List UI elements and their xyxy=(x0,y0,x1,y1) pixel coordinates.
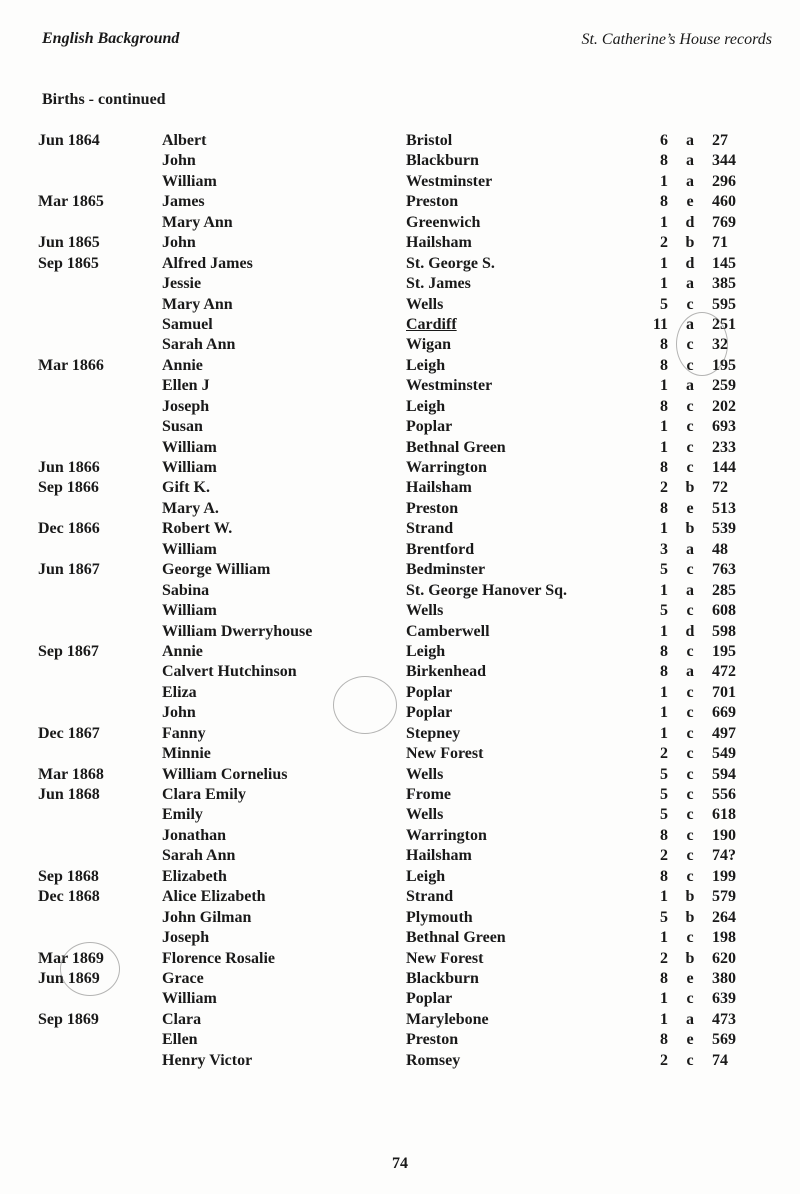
table-row xyxy=(0,887,800,907)
volume-letter: c xyxy=(686,356,694,374)
table-row xyxy=(0,765,800,785)
forename: Susan xyxy=(162,418,203,436)
forename: Elizabeth xyxy=(162,867,227,885)
volume-number: 8 xyxy=(660,826,668,844)
register-page: 251 xyxy=(712,315,736,333)
volume-letter: a xyxy=(686,1010,694,1028)
volume-letter: c xyxy=(686,295,694,313)
table-row xyxy=(0,1030,800,1050)
table-row xyxy=(0,683,800,703)
volume-letter: c xyxy=(686,459,694,476)
registration-district: Greenwich xyxy=(406,213,481,231)
volume-number: 1 xyxy=(660,704,668,722)
registration-district: Strand xyxy=(406,520,454,538)
forename: John xyxy=(162,152,196,170)
section-title: Births - continued xyxy=(42,91,166,108)
forename: Sarah Ann xyxy=(162,847,236,865)
register-page: 472 xyxy=(712,663,736,681)
volume-number: 1 xyxy=(660,929,668,947)
forename: Albert xyxy=(162,132,207,149)
volume-letter: c xyxy=(686,786,694,803)
volume-letter: c xyxy=(686,397,694,415)
forename: Jessie xyxy=(162,275,202,293)
table-row xyxy=(0,724,800,744)
table-row xyxy=(0,335,800,355)
registration-district: Wells xyxy=(406,602,444,620)
forename: Mary Ann xyxy=(162,213,233,231)
table-row xyxy=(0,458,800,478)
volume-number: 1 xyxy=(660,377,668,395)
volume-number: 1 xyxy=(660,888,668,906)
register-page: 71 xyxy=(712,234,728,252)
volume-number: 8 xyxy=(660,397,668,415)
register-page: 344 xyxy=(712,152,736,170)
register-page: 259 xyxy=(712,377,736,395)
table-row xyxy=(0,581,800,601)
volume-number: 6 xyxy=(660,132,668,149)
volume-number: 1 xyxy=(660,990,668,1008)
registration-quarter: Mar 1865 xyxy=(38,193,104,211)
registration-district: Camberwell xyxy=(406,622,490,640)
volume-letter: c xyxy=(686,704,694,722)
register-page: 202 xyxy=(712,397,736,415)
volume-letter: c xyxy=(686,990,694,1008)
page-number: 74 xyxy=(392,1155,408,1172)
register-page: 608 xyxy=(712,602,736,620)
volume-letter: c xyxy=(686,826,694,844)
registration-district: Warrington xyxy=(406,459,487,476)
table-row xyxy=(0,867,800,887)
register-page: 190 xyxy=(712,826,736,844)
volume-letter: a xyxy=(686,377,694,395)
registration-quarter: Sep 1869 xyxy=(38,1010,99,1028)
forename: Sarah Ann xyxy=(162,336,236,354)
volume-letter: a xyxy=(686,581,694,599)
registration-quarter: Sep 1867 xyxy=(38,642,99,660)
register-page: 195 xyxy=(712,642,736,660)
volume-letter: a xyxy=(686,540,694,558)
registration-district: Wells xyxy=(406,765,444,783)
volume-number: 1 xyxy=(660,581,668,599)
registration-district: Westminster xyxy=(406,377,493,395)
registration-district: Poplar xyxy=(406,683,453,701)
volume-number: 1 xyxy=(660,172,668,190)
register-page: 549 xyxy=(712,745,736,763)
register-page: 513 xyxy=(712,499,736,517)
volume-number: 1 xyxy=(660,622,668,640)
register-page: 473 xyxy=(712,1010,736,1028)
volume-number: 8 xyxy=(660,663,668,681)
registration-quarter: Mar 1866 xyxy=(38,356,104,374)
table-row xyxy=(0,908,800,928)
volume-number: 1 xyxy=(660,418,668,436)
register-page: 594 xyxy=(712,765,736,783)
volume-number: 5 xyxy=(660,786,668,803)
register-page: 769 xyxy=(712,213,736,231)
forename: Calvert Hutchinson xyxy=(162,663,297,681)
table-row xyxy=(0,744,800,764)
registration-district: Wells xyxy=(406,295,444,313)
register-page: 32 xyxy=(712,336,728,354)
forename: William xyxy=(162,602,217,620)
table-row xyxy=(0,213,800,233)
volume-number: 5 xyxy=(660,806,668,824)
table-row xyxy=(0,192,800,212)
register-page: 669 xyxy=(712,704,736,722)
volume-letter: c xyxy=(686,724,694,742)
registration-quarter: Jun 1869 xyxy=(38,969,100,987)
volume-letter: c xyxy=(686,683,694,701)
registration-district: St. George Hanover Sq. xyxy=(406,581,568,599)
table-row xyxy=(0,295,800,315)
forename: Clara xyxy=(162,1010,202,1028)
registration-district: Bethnal Green xyxy=(406,438,506,456)
table-row xyxy=(0,151,800,171)
register-page: 72 xyxy=(712,479,728,497)
volume-letter: e xyxy=(686,193,694,211)
registration-district: Wigan xyxy=(406,336,452,354)
volume-number: 8 xyxy=(660,969,668,987)
registration-district: Marylebone xyxy=(406,1010,489,1028)
registration-district: Frome xyxy=(406,786,452,803)
table-row xyxy=(0,478,800,498)
registration-quarter: Jun 1867 xyxy=(38,561,100,579)
registration-quarter: Jun 1865 xyxy=(38,234,100,252)
register-page: 569 xyxy=(712,1031,736,1049)
volume-number: 5 xyxy=(660,602,668,620)
volume-letter: c xyxy=(686,602,694,620)
registration-quarter: Sep 1865 xyxy=(38,254,99,272)
volume-letter: c xyxy=(686,847,694,865)
register-page: 539 xyxy=(712,520,736,538)
volume-number: 5 xyxy=(660,561,668,579)
register-page: 693 xyxy=(712,418,736,436)
volume-number: 8 xyxy=(660,867,668,885)
forename: Ellen J xyxy=(162,377,210,395)
table-row xyxy=(0,540,800,560)
forename: Henry Victor xyxy=(162,1051,253,1069)
registration-district: Poplar xyxy=(406,704,453,722)
volume-letter: b xyxy=(685,479,695,497)
volume-letter: a xyxy=(686,152,694,170)
registration-district: Hailsham xyxy=(406,234,472,252)
table-row xyxy=(0,949,800,969)
volume-number: 8 xyxy=(660,152,668,170)
registration-district: Hailsham xyxy=(406,479,472,497)
volume-letter: a xyxy=(686,275,694,293)
volume-letter: b xyxy=(685,949,695,967)
volume-letter: c xyxy=(686,765,694,783)
registration-district: Birkenhead xyxy=(406,663,487,681)
volume-letter: c xyxy=(686,438,694,456)
registration-quarter: Dec 1867 xyxy=(38,724,100,742)
forename: Jonathan xyxy=(162,826,227,844)
register-page: 385 xyxy=(712,275,736,293)
forename: Eliza xyxy=(162,683,197,701)
volume-letter: c xyxy=(686,418,694,436)
forename: Mary Ann xyxy=(162,295,233,313)
forename: William xyxy=(162,540,217,558)
registration-district: Poplar xyxy=(406,418,453,436)
forename: Joseph xyxy=(162,929,210,947)
forename: Joseph xyxy=(162,397,210,415)
volume-letter: d xyxy=(685,213,695,231)
registration-quarter: Jun 1866 xyxy=(38,459,100,476)
volume-number: 1 xyxy=(660,254,668,272)
register-page: 595 xyxy=(712,295,736,313)
volume-letter: c xyxy=(686,336,694,354)
registration-district: New Forest xyxy=(406,745,484,763)
table-row xyxy=(0,805,800,825)
volume-letter: b xyxy=(685,888,695,906)
registration-district: Romsey xyxy=(406,1051,461,1069)
forename: John Gilman xyxy=(162,908,252,926)
registration-district: Blackburn xyxy=(406,969,479,987)
table-row xyxy=(0,703,800,723)
forename: Fanny xyxy=(162,724,206,742)
volume-letter: b xyxy=(685,908,695,926)
table-row xyxy=(0,989,800,1009)
registration-quarter: Mar 1869 xyxy=(38,949,104,967)
volume-letter: c xyxy=(686,561,694,579)
registration-quarter: Jun 1864 xyxy=(38,132,100,149)
registration-district: Bethnal Green xyxy=(406,929,506,947)
registration-district: Wells xyxy=(406,806,444,824)
register-page: 285 xyxy=(712,581,736,599)
forename: Sabina xyxy=(162,581,210,599)
register-page: 556 xyxy=(712,786,736,803)
table-row xyxy=(0,519,800,539)
registration-district: Bristol xyxy=(406,132,453,149)
table-row xyxy=(0,826,800,846)
register-page: 145 xyxy=(712,254,736,272)
forename: James xyxy=(162,193,205,211)
registration-district: Leigh xyxy=(406,356,446,374)
table-row xyxy=(0,499,800,519)
forename: Clara Emily xyxy=(162,786,246,803)
records-table xyxy=(0,131,800,1071)
registration-quarter: Mar 1868 xyxy=(38,765,104,783)
register-page: 296 xyxy=(712,172,736,190)
forename: Gift K. xyxy=(162,479,210,497)
volume-number: 1 xyxy=(660,683,668,701)
running-header-left: English Background xyxy=(42,30,180,47)
volume-number: 8 xyxy=(660,193,668,211)
volume-number: 1 xyxy=(660,213,668,231)
register-page: 579 xyxy=(712,888,736,906)
register-page: 639 xyxy=(712,990,736,1008)
volume-letter: e xyxy=(686,499,694,517)
volume-letter: b xyxy=(685,234,695,252)
volume-letter: d xyxy=(685,254,695,272)
forename: John xyxy=(162,704,196,722)
register-page: 264 xyxy=(712,908,736,926)
register-page: 618 xyxy=(712,806,736,824)
volume-letter: a xyxy=(686,132,694,149)
forename: Emily xyxy=(162,806,203,824)
volume-number: 1 xyxy=(660,275,668,293)
registration-quarter: Sep 1868 xyxy=(38,867,99,885)
volume-number: 2 xyxy=(660,745,668,763)
registration-district: St. James xyxy=(406,275,471,293)
registration-district: Cardiff xyxy=(406,315,457,333)
registration-district: Stepney xyxy=(406,724,461,742)
registration-district: Strand xyxy=(406,888,454,906)
register-page: 198 xyxy=(712,929,736,947)
forename: Florence Rosalie xyxy=(162,949,276,967)
volume-number: 8 xyxy=(660,499,668,517)
registration-quarter: Dec 1868 xyxy=(38,888,100,906)
registration-district: Leigh xyxy=(406,397,446,415)
volume-number: 8 xyxy=(660,1031,668,1049)
table-row xyxy=(0,254,800,274)
table-row xyxy=(0,438,800,458)
registration-district: New Forest xyxy=(406,949,484,967)
forename: John xyxy=(162,234,196,252)
forename: Annie xyxy=(162,356,203,374)
volume-number: 1 xyxy=(660,1010,668,1028)
table-row xyxy=(0,417,800,437)
volume-letter: b xyxy=(685,520,695,538)
volume-number: 5 xyxy=(660,908,668,926)
volume-letter: c xyxy=(686,745,694,763)
registration-district: Leigh xyxy=(406,642,446,660)
forename: Robert W. xyxy=(162,520,233,538)
volume-number: 2 xyxy=(660,479,668,497)
registration-district: Brentford xyxy=(406,540,475,558)
forename: William xyxy=(162,172,217,190)
table-row xyxy=(0,356,800,376)
registration-district: Bedminster xyxy=(406,561,486,579)
table-row xyxy=(0,928,800,948)
register-page: 598 xyxy=(712,622,736,640)
register-page: 701 xyxy=(712,683,736,701)
table-row xyxy=(0,662,800,682)
register-page: 48 xyxy=(712,540,728,558)
volume-number: 8 xyxy=(660,642,668,660)
forename: William xyxy=(162,990,217,1008)
register-page: 27 xyxy=(712,132,728,149)
registration-district: Preston xyxy=(406,1031,459,1049)
table-row xyxy=(0,131,800,151)
forename: Grace xyxy=(162,969,204,987)
register-page: 199 xyxy=(712,867,736,885)
table-row xyxy=(0,601,800,621)
volume-number: 5 xyxy=(660,765,668,783)
register-page: 620 xyxy=(712,949,736,967)
volume-letter: d xyxy=(685,622,695,640)
register-page: 233 xyxy=(712,438,736,456)
volume-letter: a xyxy=(686,315,694,333)
registration-district: Preston xyxy=(406,193,459,211)
register-page: 144 xyxy=(712,459,736,476)
volume-number: 2 xyxy=(660,949,668,967)
table-row xyxy=(0,233,800,253)
volume-number: 2 xyxy=(660,1051,668,1069)
volume-number: 8 xyxy=(660,336,668,354)
volume-number: 3 xyxy=(660,540,668,558)
table-row xyxy=(0,622,800,642)
table-row xyxy=(0,315,800,335)
table-row xyxy=(0,1010,800,1030)
registration-district: Poplar xyxy=(406,990,453,1008)
volume-number: 2 xyxy=(660,847,668,865)
table-row xyxy=(0,274,800,294)
forename: Samuel xyxy=(162,315,213,333)
volume-letter: e xyxy=(686,969,694,987)
table-row xyxy=(0,172,800,192)
table-row xyxy=(0,846,800,866)
volume-letter: c xyxy=(686,1051,694,1069)
table-row xyxy=(0,642,800,662)
forename: William Cornelius xyxy=(162,765,288,783)
register-page: 195 xyxy=(712,356,736,374)
forename: Ellen xyxy=(162,1031,198,1049)
registration-district: Blackburn xyxy=(406,152,479,170)
forename: Alice Elizabeth xyxy=(162,888,266,906)
table-row xyxy=(0,397,800,417)
volume-number: 1 xyxy=(660,724,668,742)
volume-letter: a xyxy=(686,663,694,681)
forename: Alfred James xyxy=(162,254,253,272)
volume-number: 2 xyxy=(660,234,668,252)
register-page: 460 xyxy=(712,193,736,211)
register-page: 380 xyxy=(712,969,736,987)
volume-number: 5 xyxy=(660,295,668,313)
table-row xyxy=(0,376,800,396)
volume-letter: e xyxy=(686,1031,694,1049)
register-page: 497 xyxy=(712,724,736,742)
forename: William Dwerryhouse xyxy=(162,622,313,640)
volume-number: 8 xyxy=(660,459,668,476)
table-row xyxy=(0,560,800,580)
registration-quarter: Sep 1866 xyxy=(38,479,99,497)
registration-district: Preston xyxy=(406,499,459,517)
forename: George William xyxy=(162,561,271,579)
volume-number: 8 xyxy=(660,356,668,374)
register-page: 74 xyxy=(712,1051,728,1069)
running-header-right: St. Catherine’s House records xyxy=(581,31,772,48)
registration-quarter: Jun 1868 xyxy=(38,786,100,803)
registration-district: Plymouth xyxy=(406,908,473,926)
volume-number: 1 xyxy=(660,520,668,538)
forename: Annie xyxy=(162,642,203,660)
register-page: 763 xyxy=(712,561,736,579)
registration-district: St. George S. xyxy=(406,254,495,272)
volume-letter: c xyxy=(686,929,694,947)
forename: William xyxy=(162,459,217,476)
table-row xyxy=(0,785,800,805)
table-row xyxy=(0,1051,800,1071)
volume-letter: c xyxy=(686,642,694,660)
volume-number: 11 xyxy=(652,315,668,333)
volume-letter: a xyxy=(686,172,694,190)
forename: Minnie xyxy=(162,745,211,763)
registration-district: Hailsham xyxy=(406,847,472,865)
registration-district: Westminster xyxy=(406,172,493,190)
forename: Mary A. xyxy=(162,499,219,517)
register-page: 74? xyxy=(712,847,736,865)
volume-letter: c xyxy=(686,867,694,885)
registration-quarter: Dec 1866 xyxy=(38,520,100,538)
registration-district: Warrington xyxy=(406,826,487,844)
volume-number: 1 xyxy=(660,438,668,456)
volume-letter: c xyxy=(686,806,694,824)
registration-district: Leigh xyxy=(406,867,446,885)
forename: William xyxy=(162,438,217,456)
table-row xyxy=(0,969,800,989)
